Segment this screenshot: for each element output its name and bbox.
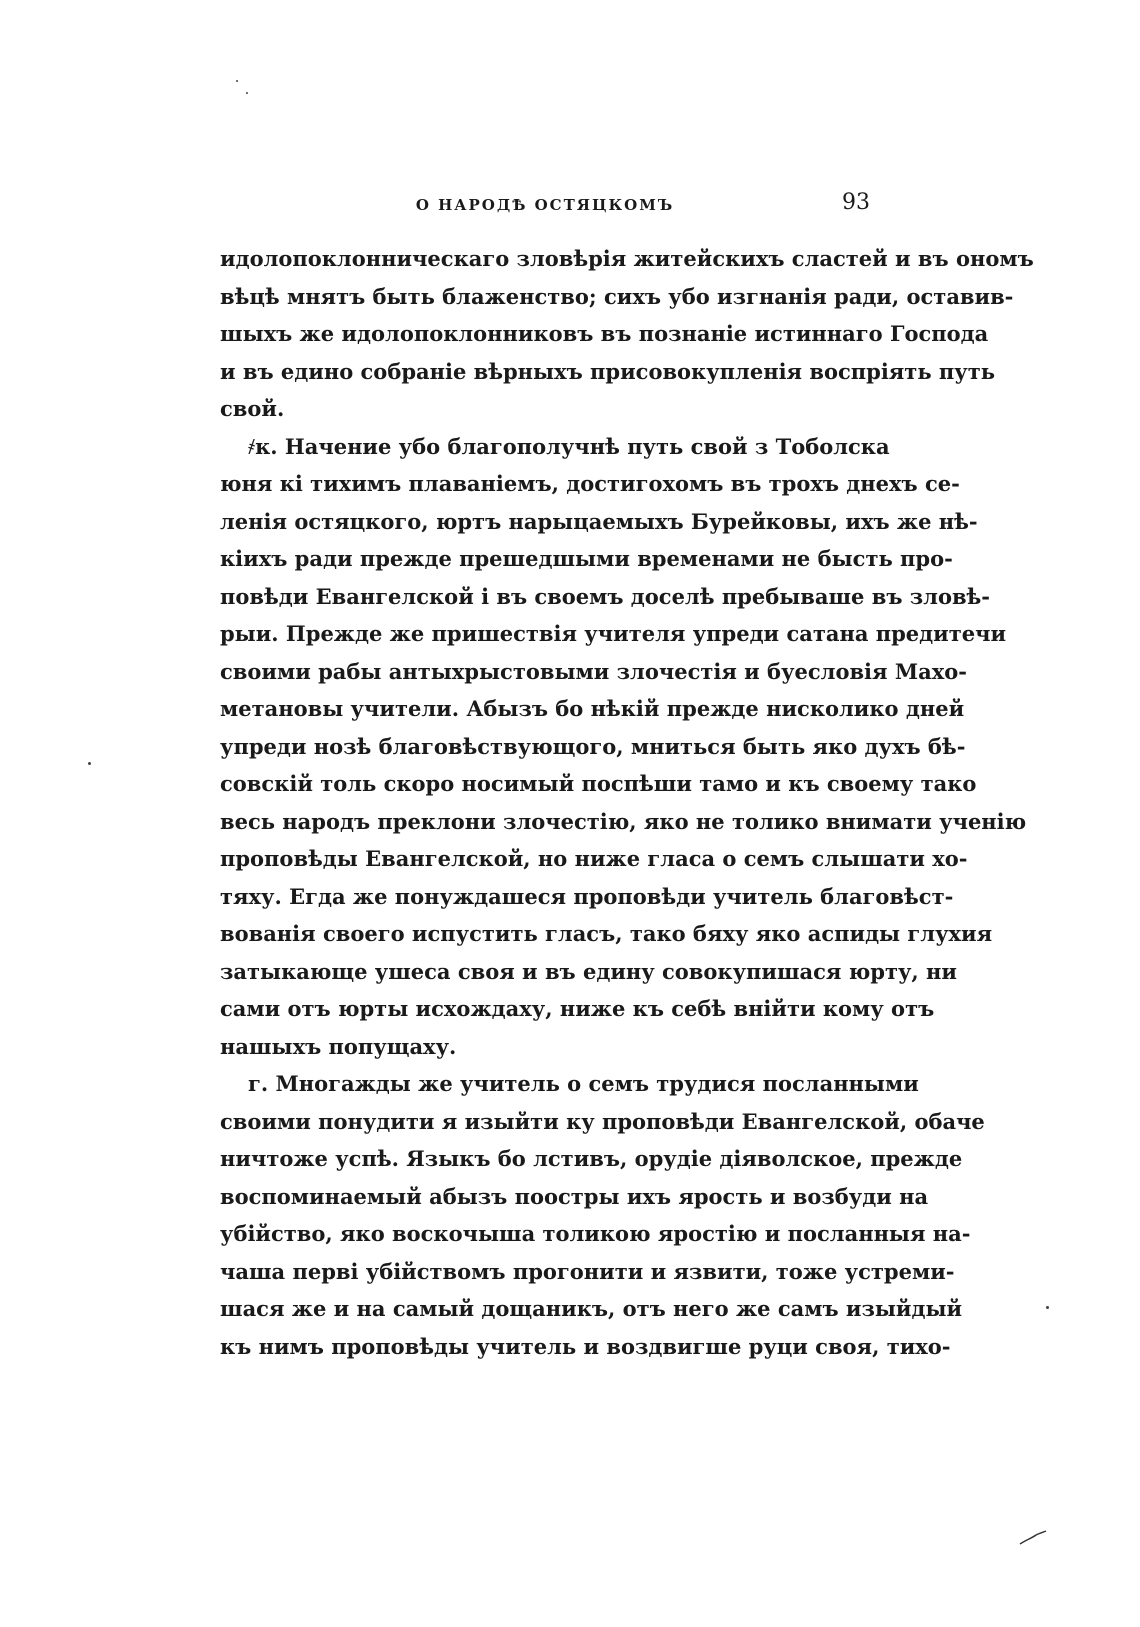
text-line: къ нимъ проповѣды учитель и воздвигше руци своя, тихо-	[220, 1333, 951, 1359]
text-line: вѣцѣ мнятъ быть блаженство; сихъ убо изгнанія ради, оставив-	[220, 283, 1014, 309]
text-line: шася же и на самый дощаникъ, отъ него же самъ изыйдый	[220, 1296, 963, 1321]
text-line: повѣди Евангелской і въ своемъ доселѣ пребываше въ зловѣ-	[220, 583, 991, 609]
text-line: г. Многажды же учитель о семъ трудися посланными	[248, 1071, 919, 1096]
scan-speck	[88, 762, 91, 765]
text-line: вованія своего испустить гласъ, тако бяху яко аспиды глухия	[220, 921, 993, 946]
text-line: рыи. Прежде же пришествія учителя упреди сатана предитечи	[220, 621, 1007, 646]
text-line: своими рабы антыхрыстовыми злочестія и буесловія Махо-	[220, 658, 967, 684]
text-line: упреди нозѣ благовѣствующого, мниться быть яко духъ бѣ-	[220, 733, 966, 759]
page-header	[220, 192, 870, 224]
text-line: юня кі тихимъ плаваніемъ, достигохомъ въ трохъ днехъ се-	[220, 471, 960, 496]
running-title: О НАРОДѢ ОСТЯЦКОМЪ	[415, 196, 675, 214]
text-line: и въ едино собраніе вѣрныхъ присовокупленія воспріять путь	[220, 358, 995, 384]
scan-speck	[236, 80, 238, 82]
text-line: воспоминаемый абызъ поостры ихъ ярость и возбуди на	[220, 1183, 929, 1209]
text-line: проповѣды Евангелской, но ниже гласа о семъ слышати хо-	[220, 846, 968, 871]
text-line: кіихъ ради прежде прешедшыми временами не бысть про-	[220, 546, 953, 571]
text-line: идолопоклонническаго зловѣрія житейскихъ сластей и въ ономъ	[220, 246, 1034, 271]
text-line: ничтоже успѣ. Языкъ бо лстивъ, орудіе діяволское, прежде	[220, 1146, 963, 1171]
body-text	[220, 240, 1034, 1365]
text-line: весь народъ преклони злочестію, яко не толико внимати ученію	[220, 808, 1027, 834]
text-line: ленія остяцкого, юртъ нарыцаемыхъ Бурейковы, ихъ же нѣ-	[220, 508, 978, 534]
text-line: метановы учители. Абызъ бо нѣкій прежде нисколико дней	[220, 696, 965, 721]
page-number: 93	[842, 190, 870, 215]
text-line: нашыхъ попущаху.	[220, 1033, 457, 1059]
text-line: своими понудити я изыйти ку проповѣди Евангелской, обаче	[220, 1108, 985, 1134]
text-line: сами отъ юрты исхождаху, ниже къ себѣ внійти кому отъ	[220, 996, 935, 1021]
scan-speck	[246, 92, 248, 94]
text-line: убійство, яко воскочыша толикою яростію и посланныя на-	[220, 1221, 971, 1246]
text-line: ҂к. Начение убо благополучнѣ путь свой з Тоболска	[248, 433, 890, 459]
text-line: шыхъ же идолопоклонниковъ въ познаніе истиннаго Господа	[220, 321, 989, 346]
text-line: совскій толь скоро носимый поспѣши тамо и къ своему тако	[220, 771, 977, 796]
scan-scribble	[1018, 1528, 1048, 1548]
scan-speck	[1046, 1306, 1049, 1309]
text-line: чаша перві убійствомъ прогонити и язвити, тоже устреми-	[220, 1258, 955, 1284]
text-line: свой.	[220, 396, 285, 421]
text-line: тяху. Егда же понуждашеся проповѣди учитель благовѣст-	[220, 883, 954, 909]
text-line: затыкающе ушеса своя и въ едину совокупишася юрту, ни	[220, 958, 957, 984]
